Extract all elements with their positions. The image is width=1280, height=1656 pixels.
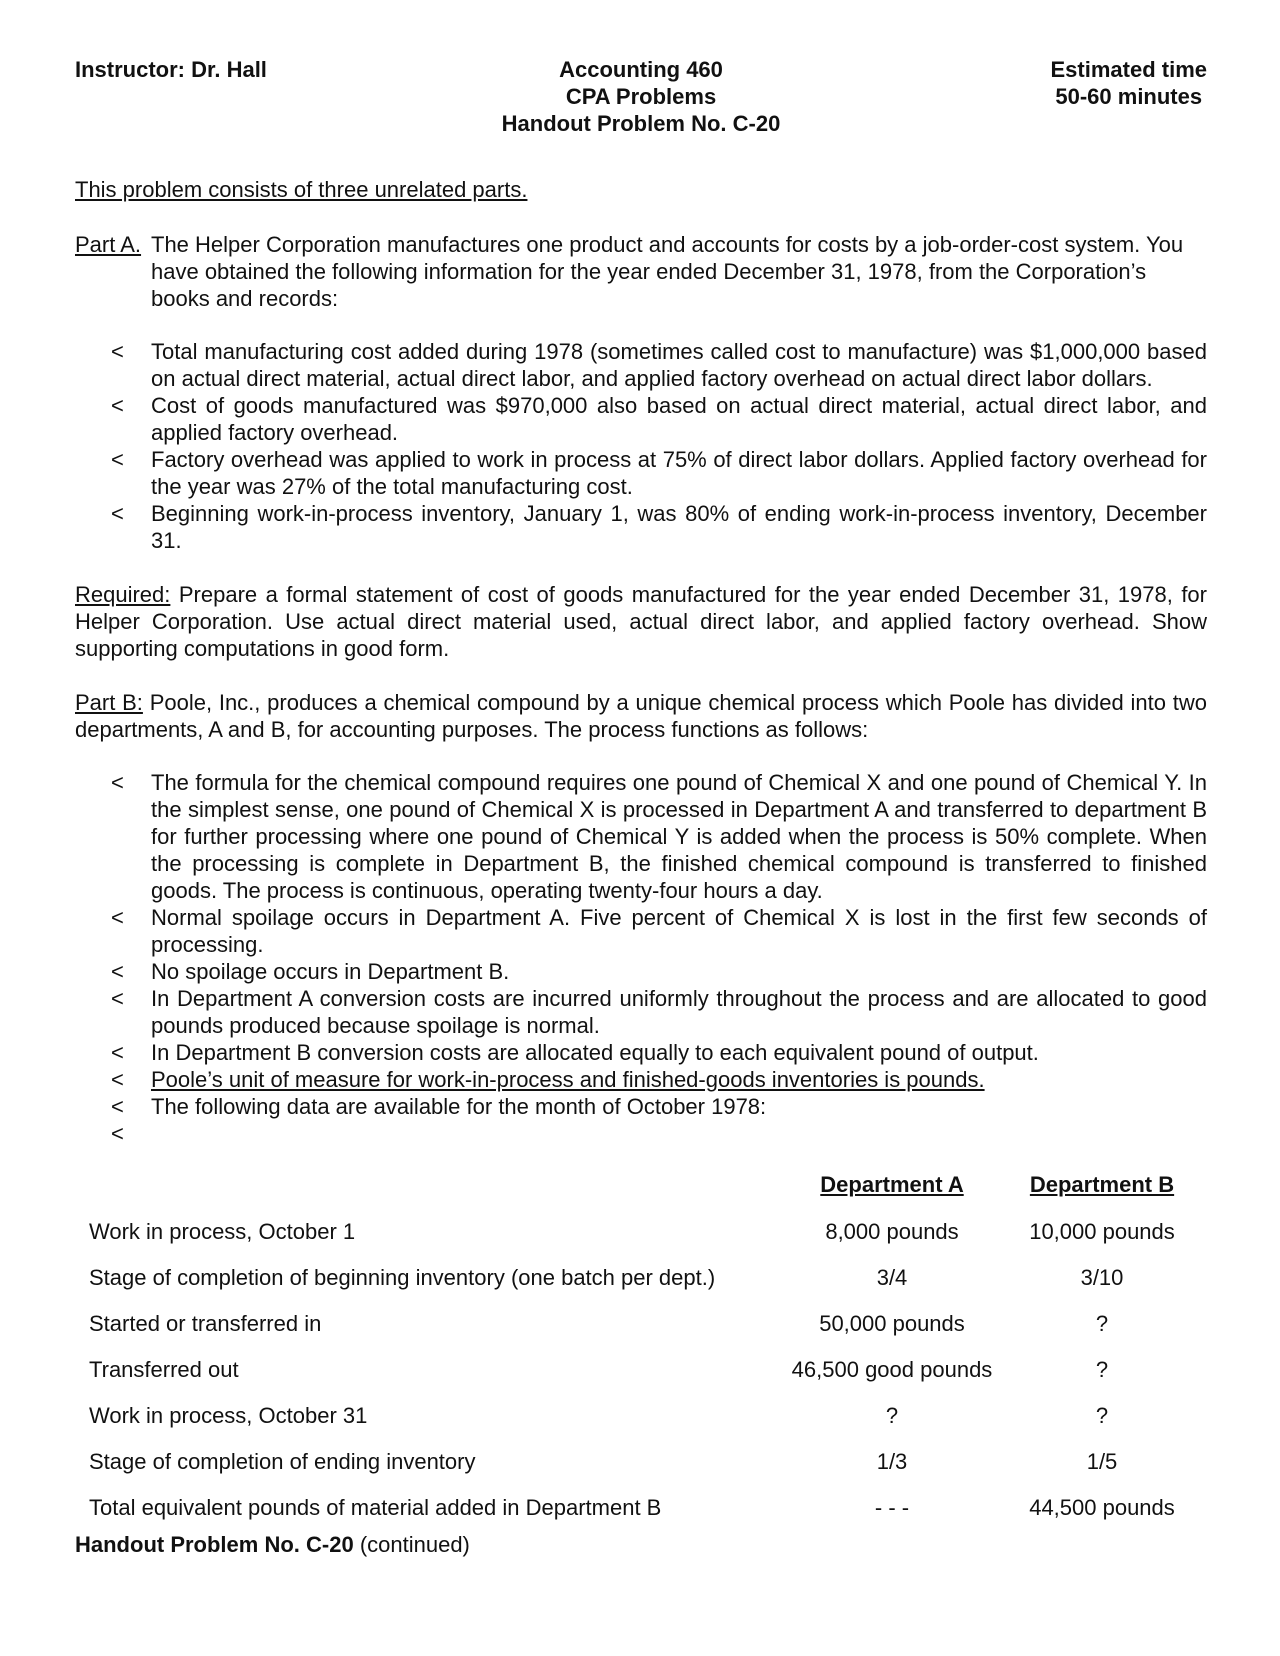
handout-title: Handout Problem No. C-20 bbox=[501, 111, 781, 136]
intro-text: This problem consists of three unrelated parts. bbox=[75, 177, 528, 202]
list-item: < Total manufacturing cost added during 1978 (sometimes called cost to manufacture) was $1,000,000 based on actual direct material, actual direct labor, and applied factory overhead on actual direct labor dollars. bbox=[75, 338, 1207, 392]
table-row bbox=[75, 1209, 1207, 1255]
part-a-text: The Helper Corporation manufactures one product and accounts for costs by a job-order-cost system. You have obtained the following information for the year ended December 31, 1978, from the Corporation’s books and records: bbox=[151, 232, 1184, 311]
department-b-value: ? bbox=[1095, 1311, 1109, 1336]
department-b-value: 44,500 pounds bbox=[1029, 1495, 1175, 1520]
list-item: < In Department A conversion costs are incurred uniformly throughout the process and are allocated to good pounds produced because spoilage is normal. bbox=[75, 985, 1207, 1039]
list-item: < Normal spoilage occurs in Department A. Five percent of Chemical X is lost in the first few seconds of processing. bbox=[75, 904, 1207, 958]
part-a-label: Part A. bbox=[75, 232, 142, 257]
bullet-marker: < bbox=[111, 1040, 124, 1065]
list-item: < No spoilage occurs in Department B. bbox=[75, 958, 1207, 985]
table-row bbox=[75, 1393, 1207, 1439]
page-footer bbox=[75, 1531, 1207, 1558]
footer-suffix: (continued) bbox=[359, 1532, 470, 1557]
table-row bbox=[75, 1485, 1207, 1531]
required-text: Prepare a formal statement of cost of goods manufactured for the year ended December 31, 1978, for Helper Corporation. Use actual direct material used, actual direct labor, and applied factory overhead. Show supporting computations in good form. bbox=[75, 582, 1207, 661]
bullet-marker: < bbox=[111, 447, 124, 472]
col-header-department-a: Department A bbox=[820, 1172, 964, 1197]
bullet-marker: < bbox=[111, 501, 124, 526]
department-b-value: 10,000 pounds bbox=[1029, 1219, 1175, 1244]
department-b-value: ? bbox=[1095, 1357, 1109, 1382]
table-header-blank bbox=[75, 1161, 787, 1209]
table-row bbox=[75, 1255, 1207, 1301]
list-item: < Beginning work-in-process inventory, January 1, was 80% of ending work-in-process inventory, December 31. bbox=[75, 500, 1207, 554]
table-row bbox=[75, 1301, 1207, 1347]
list-item: < Poole’s unit of measure for work-in-process and finished-goods inventories is pounds. bbox=[75, 1066, 1207, 1093]
page-header bbox=[75, 56, 1207, 148]
department-a-value: 1/3 bbox=[876, 1449, 908, 1474]
bullet-marker: < bbox=[111, 393, 124, 418]
bullet-marker: < bbox=[111, 959, 124, 984]
handout-page bbox=[75, 56, 1207, 1558]
bullet-marker: < bbox=[111, 339, 124, 364]
estimated-time-block bbox=[1051, 56, 1208, 110]
estimated-time-value: 50-60 minutes bbox=[1055, 84, 1203, 109]
row-label: Started or transferred in bbox=[89, 1311, 322, 1336]
bullet-marker: < bbox=[111, 1121, 124, 1146]
bullet-marker: < bbox=[111, 905, 124, 930]
department-b-value: ? bbox=[1095, 1403, 1109, 1428]
col-header-department-b: Department B bbox=[1029, 1172, 1175, 1197]
required-label: Required: bbox=[75, 582, 171, 607]
course-title-block bbox=[75, 56, 1207, 137]
department-a-value: 50,000 pounds bbox=[819, 1311, 965, 1336]
list-item: < Cost of goods manufactured was $970,000 also based on actual direct material, actual direct labor, and applied factory overhead. bbox=[75, 392, 1207, 446]
department-a-value: 8,000 pounds bbox=[825, 1219, 959, 1244]
part-b-text: Poole, Inc., produces a chemical compound by a unique chemical process which Poole has divided into two departments, A and B, for accounting purposes. The process functions as follows: bbox=[75, 690, 1207, 742]
list-item: < The following data are available for the month of October 1978: bbox=[75, 1093, 1207, 1120]
row-label: Work in process, October 1 bbox=[89, 1219, 356, 1244]
bullet-marker: < bbox=[111, 770, 124, 795]
part-a-bullets bbox=[75, 338, 1207, 554]
bullet-marker: < bbox=[111, 986, 124, 1011]
instructor-label: Instructor: Dr. Hall bbox=[75, 57, 267, 82]
row-label: Transferred out bbox=[89, 1357, 239, 1382]
list-item: < Factory overhead was applied to work in process at 75% of direct labor dollars. Applied factory overhead for the year was 27% of the total manufacturing cost. bbox=[75, 446, 1207, 500]
department-a-value: - - - bbox=[874, 1495, 910, 1520]
part-a-intro bbox=[75, 231, 1207, 312]
row-label: Work in process, October 31 bbox=[89, 1403, 368, 1428]
required-paragraph bbox=[75, 581, 1207, 662]
list-item bbox=[75, 1120, 1207, 1147]
part-b-label: Part B: bbox=[75, 690, 143, 715]
row-label: Total equivalent pounds of material added in Department B bbox=[89, 1495, 662, 1520]
department-b-value: 1/5 bbox=[1086, 1449, 1118, 1474]
estimated-time-label: Estimated time bbox=[1050, 57, 1207, 82]
part-b-bullets bbox=[75, 769, 1207, 1147]
department-data-table bbox=[75, 1161, 1207, 1531]
part-b-intro bbox=[75, 689, 1207, 743]
table-row bbox=[75, 1347, 1207, 1393]
course-subtitle: CPA Problems bbox=[565, 84, 717, 109]
department-a-value: ? bbox=[885, 1403, 899, 1428]
department-a-value: 46,500 good pounds bbox=[791, 1357, 993, 1382]
table-row bbox=[75, 1439, 1207, 1485]
row-label: Stage of completion of beginning inventory (one batch per dept.) bbox=[89, 1265, 716, 1290]
list-item: < In Department B conversion costs are allocated equally to each equivalent pound of output. bbox=[75, 1039, 1207, 1066]
footer-title: Handout Problem No. C-20 bbox=[75, 1532, 354, 1557]
department-a-value: 3/4 bbox=[876, 1265, 908, 1290]
bullet-marker: < bbox=[111, 1067, 124, 1092]
list-item: < The formula for the chemical compound requires one pound of Chemical X and one pound of Chemical Y. In the simplest sense, one pound of Chemical X is processed in Department A and transferred to department B for further processing where one pound of Chemical Y is added when the process is 50% complete. When the processing is complete in Department B, the finished chemical compound is transferred to finished goods. The process is continuous, operating twenty-four hours a day. bbox=[75, 769, 1207, 904]
course-title: Accounting 460 bbox=[559, 57, 723, 82]
department-b-value: 3/10 bbox=[1080, 1265, 1124, 1290]
bullet-marker: < bbox=[111, 1094, 124, 1119]
table-header-row bbox=[75, 1161, 1207, 1209]
row-label: Stage of completion of ending inventory bbox=[89, 1449, 476, 1474]
